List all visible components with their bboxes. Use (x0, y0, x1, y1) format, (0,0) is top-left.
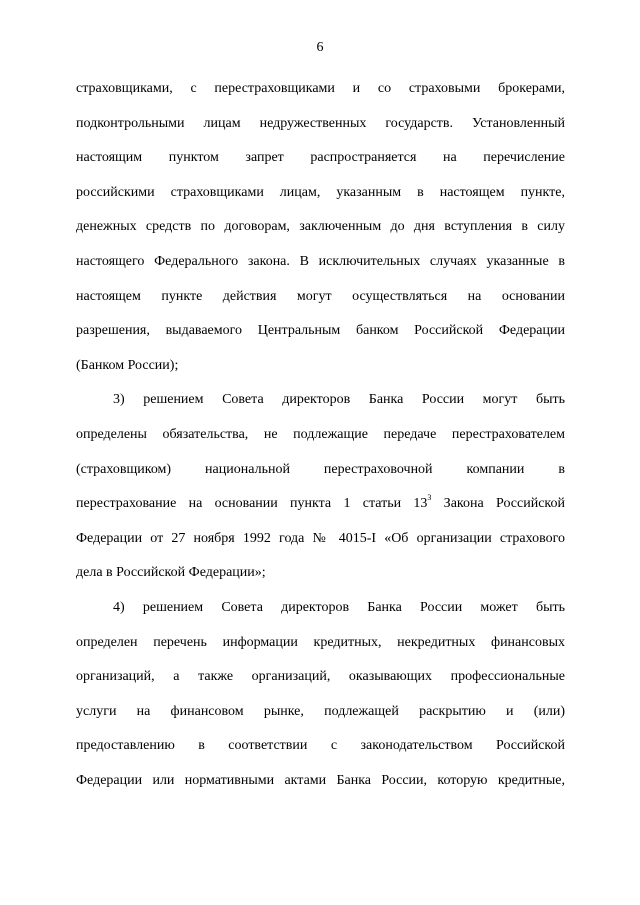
text-line: подконтрольными лицам недружественных государств. Установленный (76, 115, 565, 131)
text-line: настоящем пункте действия могут осуществляться на основании (76, 288, 565, 304)
article-superscript: 3 (427, 493, 432, 503)
text-line: Федерации или нормативными актами Банка России, которую кредитные, (76, 772, 565, 788)
text-line: услуги на финансовом рынке, подлежащей раскрытию и (или) (76, 703, 565, 719)
text-line: (страховщиком) национальной перестраховочной компании в (76, 461, 565, 477)
text-line: страховщиками, с перестраховщиками и со страховыми брокерами, (76, 81, 565, 96)
text-line: организаций, а также организаций, оказывающих профессиональные (76, 669, 565, 685)
text-line: настоящим пунктом запрет распространяется на перечисление (76, 150, 565, 166)
text-line: настоящего Федерального закона. В исключительных случаях указанные в (76, 253, 565, 269)
page-number: 6 (316, 40, 324, 55)
text-line: дела в Российской Федерации»; (76, 565, 266, 581)
text-segment: перестрахование на основании пункта 1 статьи 13 (76, 496, 428, 512)
text-line: предоставлению в соответствии с законодательством Российской (76, 738, 565, 754)
text-line: определены обязательства, не подлежащие передаче перестрахователем (76, 426, 565, 442)
text-line: денежных средств по договорам, заключенным до дня вступления в силу (76, 219, 565, 235)
text-line: российскими страховщиками лицам, указанным в настоящем пункте, (76, 184, 565, 200)
paragraph-continuation (76, 72, 565, 383)
text-line: определен перечень информации кредитных, некредитных финансовых (76, 634, 565, 650)
text-line: (Банком России); (76, 357, 179, 373)
paragraph-item-3 (76, 383, 565, 591)
paragraph-item-4 (76, 591, 565, 799)
text-line-with-superscript (76, 487, 565, 522)
text-segment: Закона Российской (431, 496, 565, 512)
text-line: 3) решением Совета директоров Банка России могут быть (113, 392, 565, 408)
text-line: разрешения, выдаваемого Центральным банком Российской Федерации (76, 323, 565, 339)
document-body (76, 72, 565, 798)
text-line: 4) решением Совета директоров Банка России может быть (113, 599, 565, 615)
text-line: Федерации от 27 ноября 1992 года № 4015-I «Об организации страхового (76, 530, 565, 546)
